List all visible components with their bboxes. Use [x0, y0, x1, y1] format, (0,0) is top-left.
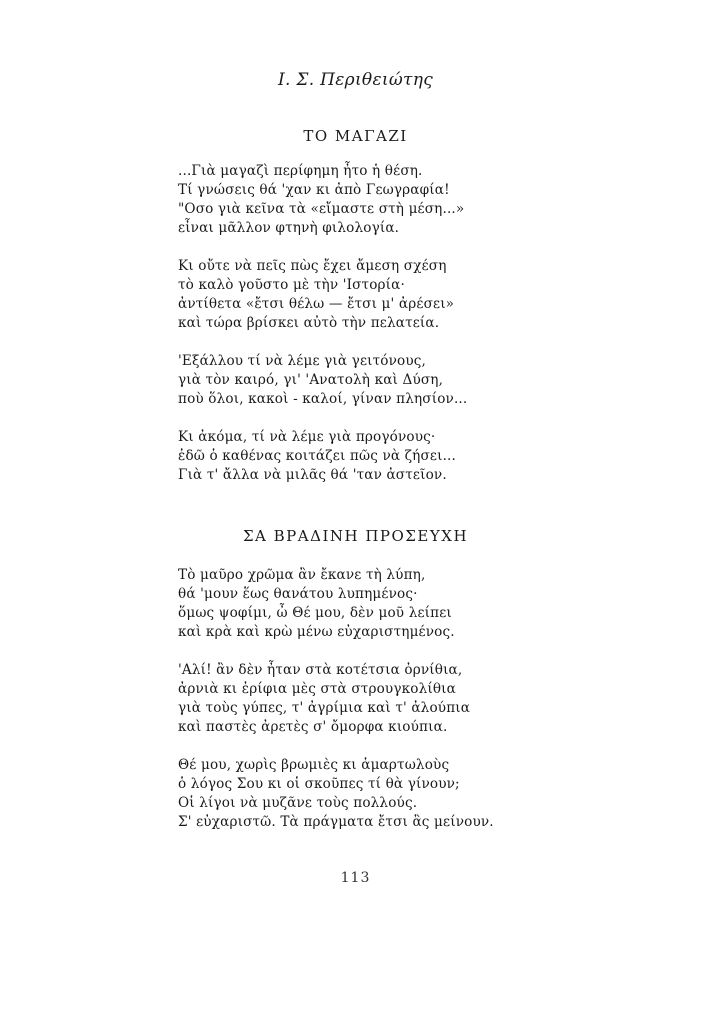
poem-body-to-magazi	[178, 162, 698, 504]
verse-line: ἐδῶ ὁ καθένας κοιτάζει πῶς νὰ ζήσει...	[178, 448, 456, 464]
verse-line: Θέ μου, χωρὶς βρωμιὲς κι ἁμαρτωλοὺς	[178, 757, 450, 773]
verse-line: Οἱ λίγοι νὰ μυζᾶνε τοὺς πολλούς.	[178, 795, 418, 811]
stanza	[178, 162, 698, 238]
verse-line: ὁ λόγος Σου κι οἱ σκοῦπες τί θὰ γίνουν;	[178, 776, 460, 792]
poem-body-sa-vradini-proseuchi	[178, 566, 698, 851]
page-number: 113	[340, 870, 371, 886]
verse-line: ἀρνιὰ κι ἐρίφια μὲς στὰ στρουγκολίθια	[178, 681, 456, 697]
verse-line: Γιὰ τ' ἄλλα νὰ μιλᾶς θά 'ταν ἀστεῖον.	[178, 467, 447, 483]
running-header-author: Ι. Σ. Περιθειώτης	[277, 70, 434, 90]
verse-line: ὅμως ψοφίμι, ὦ Θέ μου, δὲν μοῦ λείπει	[178, 605, 452, 621]
verse-line: ἀντίθετα «ἔτσι θέλω — ἔτσι μ' ἀρέσει»	[178, 296, 455, 312]
verse-line: τὸ καλὸ γοῦστο μὲ τὴν 'Ιστορία·	[178, 277, 405, 293]
verse-line: καὶ παστὲς ἀρετὲς σ' ὄμορφα κιούπια.	[178, 719, 448, 735]
verse-line: καὶ τώρα βρίσκει αὐτὸ τὴν πελατεία.	[178, 315, 440, 331]
verse-line: "Οσο γιὰ κεῖνα τὰ «εἴμαστε στὴ μέση...»	[178, 201, 465, 217]
verse-line: γιὰ τοὺς γύπες, τ' ἀγρίμια καὶ τ' ἀλούπια	[178, 700, 471, 716]
stanza	[178, 661, 698, 737]
verse-line: εἶναι μᾶλλον φτηνὴ φιλολογία.	[178, 220, 400, 236]
verse-line: 'Εξάλλου τί νὰ λέμε γιὰ γειτόνους,	[178, 353, 427, 369]
verse-line: καὶ κρὰ καὶ κρὼ μένω εὐχαριστημένος.	[178, 624, 455, 640]
poem-title-to-magazi: ΤΟ ΜΑΓΑΖΙ	[303, 127, 408, 145]
verse-line: 'Αλί! ἂν δὲν ἦταν στὰ κοτέτσια ὀρνίθια,	[178, 662, 463, 678]
verse-line: Σ' εὐχαριστῶ. Τὰ πράγματα ἔτσι ἂς μείνουν.	[178, 814, 494, 830]
verse-line: θά 'μουν ἕως θανάτου λυπημένος·	[178, 586, 418, 602]
stanza	[178, 566, 698, 642]
verse-line: Κι οὔτε νὰ πεῖς πὼς ἔχει ἄμεση σχέση	[178, 258, 447, 274]
verse-line: Τί γνώσεις θά 'χαν κι ἀπὸ Γεωγραφία!	[178, 182, 450, 198]
poem-title-sa-vradini-proseuchi: ΣΑ ΒΡΑΔΙΝΗ ΠΡΟΣΕΥΧΗ	[242, 527, 469, 545]
verse-line: ...Γιὰ μαγαζὶ περίφημη ἦτο ἡ θέση.	[178, 163, 423, 179]
stanza	[178, 352, 698, 409]
verse-line: Κι ἀκόμα, τί νὰ λέμε γιὰ προγόνους·	[178, 429, 436, 445]
verse-line: ποὺ ὅλοι, κακοὶ - καλοί, γίναν πλησίον...	[178, 391, 468, 407]
stanza	[178, 756, 698, 832]
stanza	[178, 257, 698, 333]
verse-line: Τὸ μαῦρο χρῶμα ἂν ἔκανε τὴ λύπη,	[178, 567, 426, 583]
verse-line: γιὰ τὸν καιρό, γι' 'Ανατολὴ καὶ Δύση,	[178, 372, 444, 388]
stanza	[178, 428, 698, 485]
